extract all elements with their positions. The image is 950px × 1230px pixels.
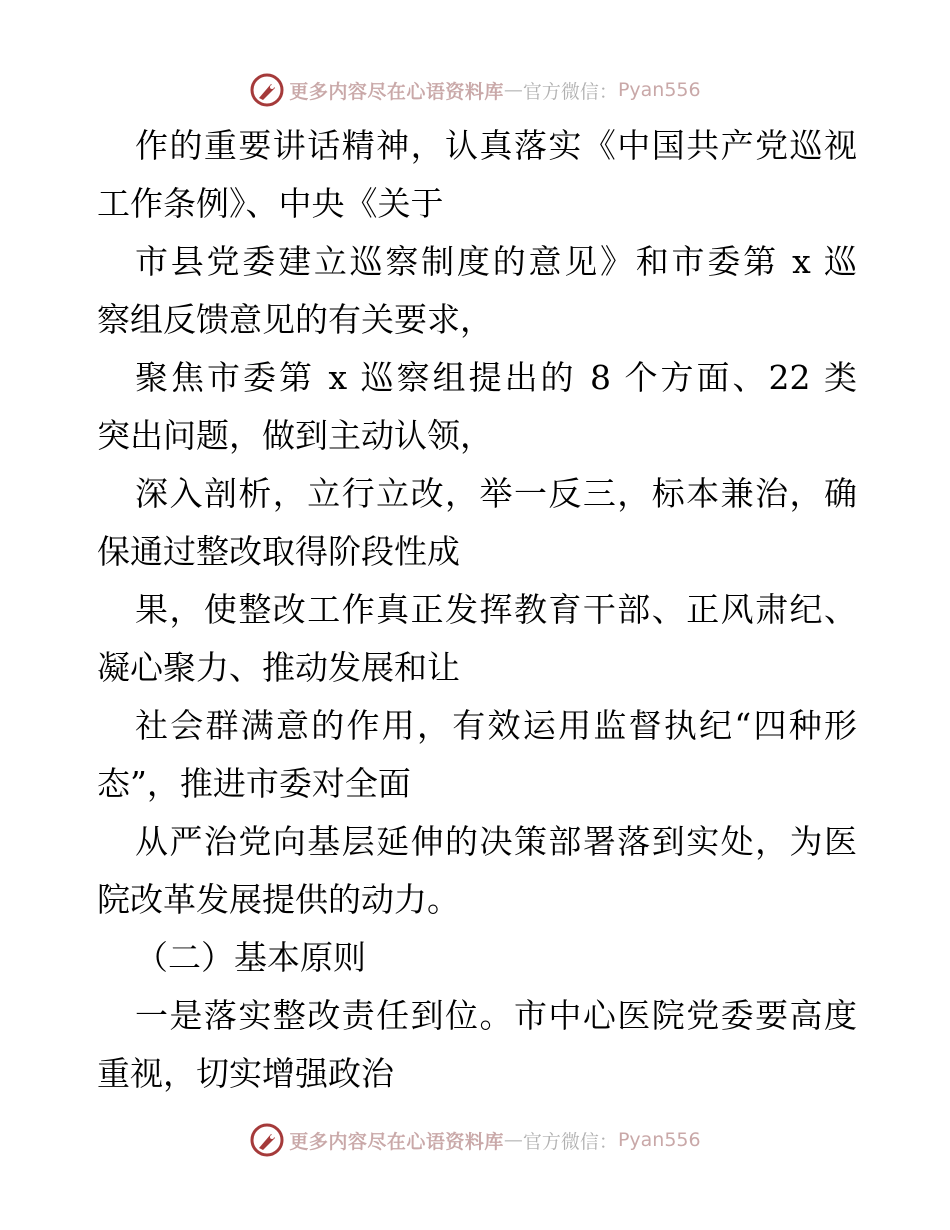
body-line: 态”，推进市委对全面 — [97, 764, 411, 803]
body-line: 工作条例》、中央《关于 — [97, 184, 444, 223]
body-line: 市县党委建立巡察制度的意见》和市委第 x 巡 — [135, 242, 857, 281]
body-line: 作的重要讲话精神，认真落实《中国共产党巡视 — [135, 126, 857, 165]
body-line: 社会群满意的作用，有效运用监督执纪“四种形 — [135, 706, 857, 745]
pen-nib-logo-icon — [249, 1122, 285, 1158]
body-line: 察组反馈意见的有关要求， — [97, 300, 493, 339]
body-line: 院改革发展提供的动力。 — [97, 880, 460, 919]
body-line: 从严治党向基层延伸的决策部署落到实处，为医 — [135, 822, 857, 861]
body-line: 聚焦市委第 x 巡察组提出的 8 个方面、22 类 — [135, 358, 857, 397]
watermark-dash: — — [503, 1129, 523, 1151]
section-heading: （二）基本原则 — [135, 938, 366, 977]
document-body — [97, 117, 857, 1103]
body-line: 深入剖析，立行立改，举一反三，标本兼治，确 — [135, 474, 857, 513]
watermark-brand: 更多内容尽在心语资料库 — [289, 80, 504, 103]
watermark-wechat-label: 官方微信： — [522, 80, 618, 103]
watermark-dash: — — [503, 79, 523, 101]
body-line: 一是落实整改责任到位。市中心医院党委要高度 — [135, 996, 857, 1035]
watermark-wechat-id: Pyan556 — [617, 79, 701, 101]
body-line: 凝心聚力、推动发展和让 — [97, 648, 460, 687]
watermark-wechat-label: 官方微信： — [522, 1130, 618, 1153]
watermark-footer — [0, 1120, 950, 1160]
body-line: 突出问题，做到主动认领， — [97, 416, 493, 455]
pen-nib-logo-icon — [249, 72, 285, 108]
watermark-wechat-id: Pyan556 — [617, 1129, 701, 1151]
body-line: 保通过整改取得阶段性成 — [97, 532, 460, 571]
watermark-header — [0, 70, 950, 110]
watermark-brand: 更多内容尽在心语资料库 — [289, 1130, 504, 1153]
body-line: 果，使整改工作真正发挥教育干部、正风肃纪、 — [135, 590, 857, 629]
body-line: 重视，切实增强政治 — [97, 1054, 394, 1093]
